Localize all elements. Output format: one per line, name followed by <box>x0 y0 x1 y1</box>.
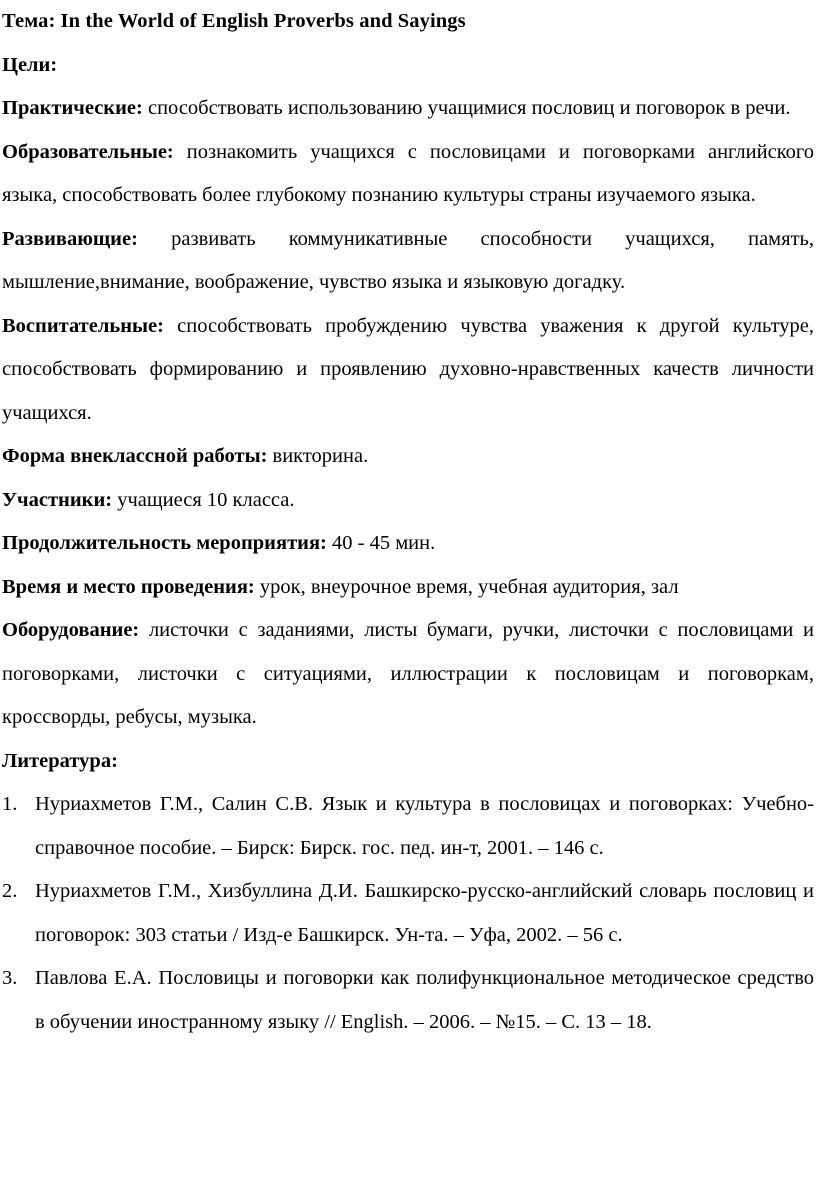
goal-practical <box>2 87 814 131</box>
literature-heading: Литература: <box>2 749 118 772</box>
detail-label: Время и место проведения: <box>2 575 255 598</box>
list-item <box>2 783 814 870</box>
goal-developmental <box>2 218 814 305</box>
goal-label: Практические: <box>2 97 143 119</box>
list-item-text: Нуриахметов Г.М., Хизбуллина Д.И. Башкирско-русско-английский словарь пословиц и поговорок: 303 статьи / Изд-е Башкирск. Ун-та. – Уфа, 2002. – 56 с. <box>35 880 814 946</box>
detail-text: викторина. <box>272 445 369 467</box>
goal-label: Развивающие: <box>2 227 138 250</box>
detail-text: учащиеся 10 класса. <box>117 488 295 511</box>
goal-upbringing <box>2 305 814 436</box>
list-item-number: 2. <box>2 880 18 902</box>
literature-list <box>2 783 814 1044</box>
list-item-number: 1. <box>2 793 18 815</box>
topic-label: Тема: <box>2 10 56 32</box>
topic-line <box>2 0 814 44</box>
detail-duration <box>2 522 814 566</box>
detail-text: урок, внеурочное время, учебная аудитория, зал <box>259 575 679 598</box>
goal-text: способствовать использованию учащимися пословиц и поговорок в речи. <box>147 97 791 119</box>
list-item <box>2 957 814 1044</box>
list-item-text: Нуриахметов Г.М., Салин С.В. Язык и культура в пословицах и поговорках: Учебно-справочное пособие. – Бирск: Бирск. гос. пед. ин-т, 2001. – 146 с. <box>35 793 814 859</box>
topic-title: In the World of English Proverbs and Sayings <box>60 10 466 32</box>
goals-heading: Цели: <box>2 53 58 76</box>
goal-label: Воспитательные: <box>2 314 164 337</box>
goal-text: познакомить учащихся с пословицами и поговорками английского языка, способствовать более глубокому познанию культуры страны изучаемого языка. <box>2 140 815 206</box>
list-item <box>2 870 814 957</box>
literature-heading-line <box>2 740 814 784</box>
detail-equipment <box>2 609 814 740</box>
goal-label: Образовательные: <box>2 140 174 163</box>
detail-label: Продолжительность мероприятия: <box>2 532 327 554</box>
goal-educational <box>2 131 814 218</box>
goals-heading-line <box>2 44 814 88</box>
detail-form <box>2 435 814 479</box>
detail-label: Форма внеклассной работы: <box>2 445 268 467</box>
detail-text: листочки с заданиями, листы бумаги, ручки, листочки с пословицами и поговорками, листочки с ситуациями, иллюстрации к пословицам и поговоркам, кроссворды, ребусы, музыка. <box>2 619 814 728</box>
list-item-number: 3. <box>2 967 18 989</box>
detail-text: 40 - 45 мин. <box>332 532 436 554</box>
detail-participants <box>2 479 814 523</box>
detail-label: Оборудование: <box>2 619 140 641</box>
detail-time-place <box>2 566 814 610</box>
goal-text: способствовать пробуждению чувства уважения к другой культуре, способствовать формированию и проявлению духовно-нравственных качеств личности учащихся. <box>2 314 814 424</box>
goal-text: развивать коммуникативные способности учащихся, память, мышление,внимание, воображение, чувство языка и языковую догадку. <box>2 227 814 293</box>
list-item-text: Павлова Е.А. Пословицы и поговорки как полифункциональное методическое средство в обучении иностранному языку // English. – 2006. – №15. – С. 13 – 18. <box>35 967 814 1033</box>
detail-label: Участники: <box>2 488 113 511</box>
